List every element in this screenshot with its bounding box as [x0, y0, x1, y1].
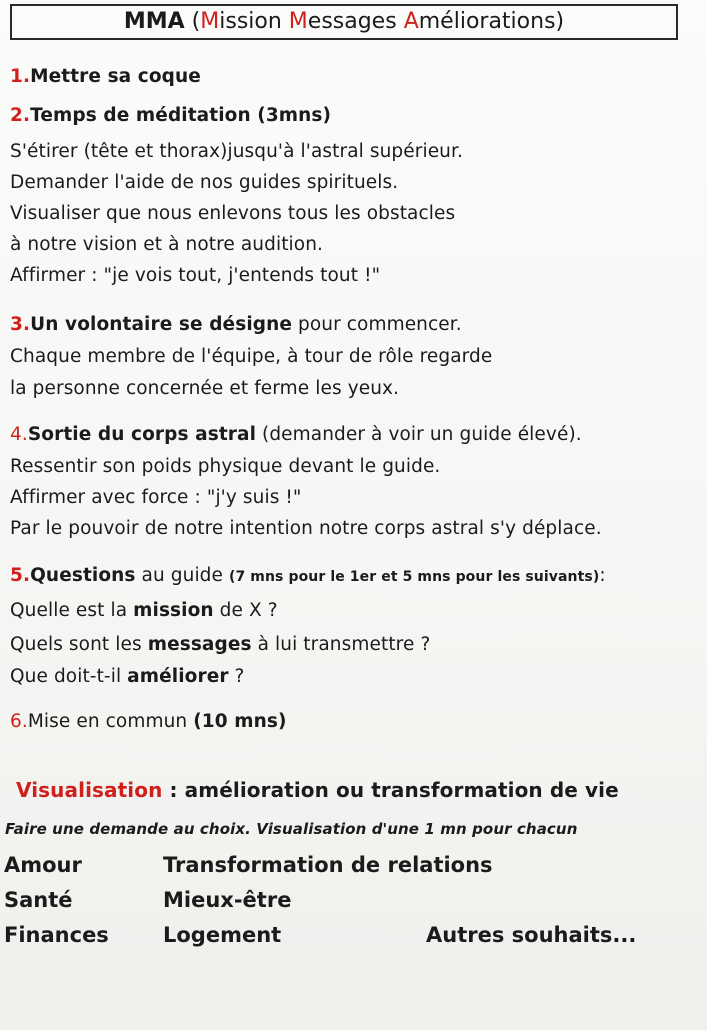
question-ameliorer — [10, 666, 244, 687]
step-5-title: Questions — [30, 565, 136, 586]
question-text: Quelle est la — [10, 600, 134, 621]
wish-item: Santé — [4, 888, 73, 912]
title-letter-m1: M — [200, 9, 220, 34]
step-1-title: Mettre sa coque — [30, 66, 201, 87]
step-3-number: 3. — [10, 314, 31, 335]
step-6-number: 6. — [10, 711, 28, 732]
step-3-rest: pour commencer. — [292, 314, 462, 335]
question-messages — [10, 634, 430, 655]
step-2-number: 2. — [10, 105, 31, 126]
question-text: à lui transmettre ? — [251, 634, 431, 655]
visualisation-label: Visualisation — [16, 778, 163, 802]
page-title — [10, 4, 678, 40]
step-4-title: Sortie du corps astral — [27, 424, 257, 445]
step-1 — [10, 66, 201, 87]
step-6 — [10, 711, 287, 732]
question-keyword: messages — [147, 634, 252, 655]
step-5-duration-note: (7 mns pour le 1er et 5 mns pour les suivants) — [228, 569, 600, 585]
step-2-line: Demander l'aide de nos guides spirituels. — [10, 172, 399, 193]
wish-item: Logement — [163, 923, 282, 947]
title-letter-a: A — [403, 9, 419, 34]
step-4 — [10, 424, 582, 445]
step-2-title: Temps de méditation (3mns) — [30, 105, 332, 126]
title-letter-m2: M — [288, 9, 308, 34]
question-text: Quels sont les — [10, 634, 148, 655]
step-4-line: Par le pouvoir de notre intention notre corps astral s'y déplace. — [10, 518, 602, 539]
step-4-rest: (demander à voir un guide élevé). — [256, 424, 582, 445]
question-keyword: améliorer — [127, 666, 229, 687]
question-text: ? — [228, 666, 245, 687]
step-2 — [10, 105, 331, 126]
step-4-number: 4. — [10, 424, 28, 445]
visualisation-subtitle: : amélioration ou transformation de vie — [162, 778, 619, 802]
step-5-colon: : — [599, 565, 606, 586]
step-3-title: Un volontaire se désigne — [30, 314, 293, 335]
title-paren: ( — [184, 9, 201, 34]
step-2-line: S'étirer (tête et thorax)jusqu'à l'astral supérieur. — [10, 141, 463, 162]
title-abbr: MMA — [123, 9, 185, 34]
title-word2: essages — [307, 9, 404, 34]
visualisation-instruction: Faire une demande au choix. Visualisation d'une 1 mn pour chacun — [5, 820, 578, 838]
step-5 — [10, 565, 606, 586]
step-2-line: Affirmer : "je vois tout, j'entends tout !" — [10, 265, 381, 286]
step-4-line: Affirmer avec force : "j'y suis !" — [10, 487, 302, 508]
title-word1: ission — [219, 9, 289, 34]
question-text: de X ? — [213, 600, 278, 621]
step-6-title: Mise en commun — [27, 711, 194, 732]
wish-item: Finances — [4, 923, 109, 947]
step-3-line: Chaque membre de l'équipe, à tour de rôle regarde — [10, 346, 493, 367]
step-2-line: à notre vision et à notre audition. — [10, 234, 324, 255]
title-word3: méliorations) — [418, 9, 565, 34]
wish-item: Amour — [4, 853, 82, 877]
visualisation-heading — [16, 778, 619, 802]
question-mission — [10, 600, 278, 621]
question-text: Que doit-t-il — [10, 666, 128, 687]
step-5-number: 5. — [10, 565, 31, 586]
question-keyword: mission — [133, 600, 214, 621]
step-4-line: Ressentir son poids physique devant le guide. — [10, 456, 441, 477]
wish-item: Autres souhaits... — [426, 923, 637, 947]
step-2-line: Visualiser que nous enlevons tous les obstacles — [10, 203, 456, 224]
wish-item: Transformation de relations — [163, 853, 493, 877]
step-3-line: la personne concernée et ferme les yeux. — [10, 378, 400, 399]
step-1-number: 1. — [10, 66, 31, 87]
wish-item: Mieux-être — [163, 888, 292, 912]
step-3 — [10, 314, 462, 335]
step-5-rest: au guide — [135, 565, 229, 586]
step-6-duration: (10 mns) — [193, 711, 287, 732]
